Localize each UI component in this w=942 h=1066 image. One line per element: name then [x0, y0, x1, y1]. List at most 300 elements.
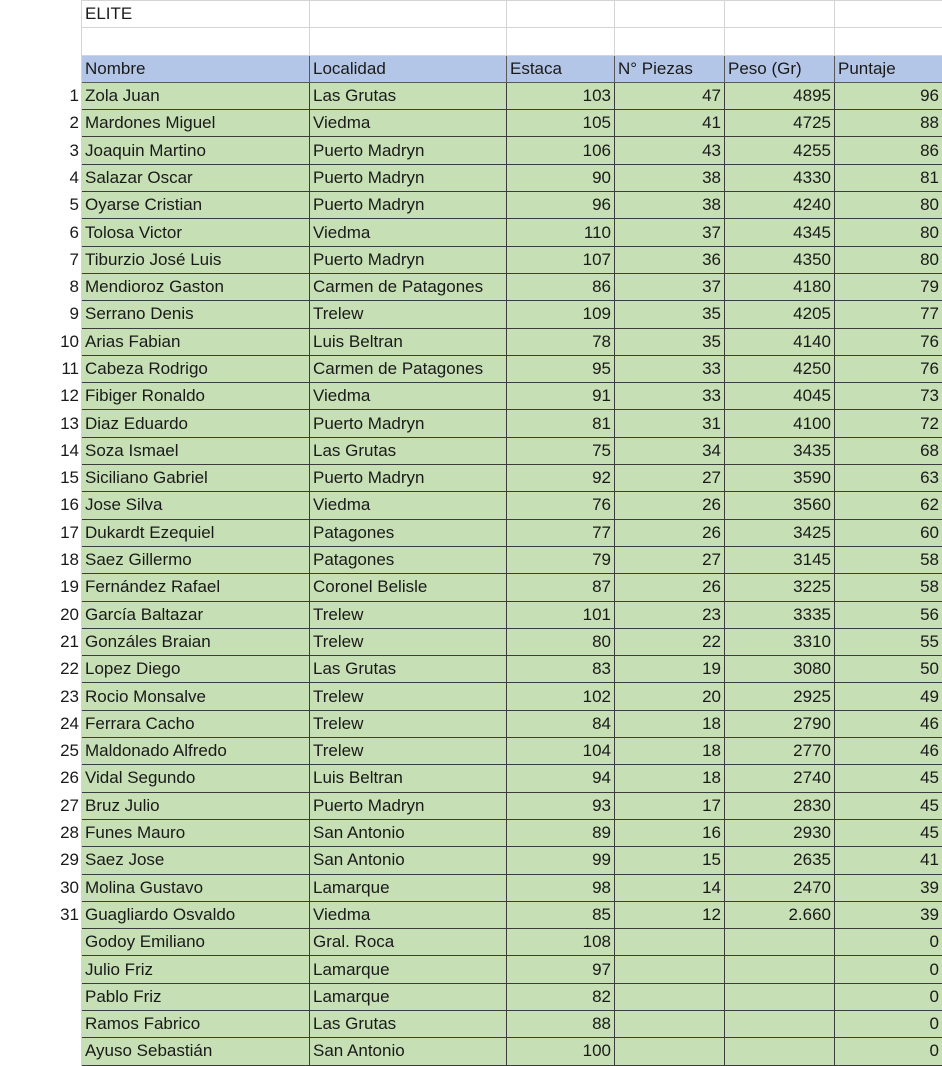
- cell-peso[interactable]: 3590: [725, 465, 835, 492]
- cell-nombre[interactable]: Oyarse Cristian: [82, 192, 310, 219]
- cell-localidad[interactable]: San Antonio: [310, 1038, 507, 1065]
- cell-puntaje[interactable]: 0: [835, 956, 942, 983]
- cell-nombre[interactable]: Saez Jose: [82, 847, 310, 874]
- cell-localidad[interactable]: Puerto Madryn: [310, 410, 507, 437]
- cell-localidad[interactable]: Lamarque: [310, 874, 507, 901]
- cell-piezas[interactable]: [615, 929, 725, 956]
- cell-piezas[interactable]: 18: [615, 765, 725, 792]
- cell-localidad[interactable]: Trelew: [310, 628, 507, 655]
- table-row: [1, 82, 942, 109]
- cell-nombre[interactable]: Ramos Fabrico: [82, 1010, 310, 1037]
- cell-nombre[interactable]: Soza Ismael: [82, 437, 310, 464]
- cell-localidad[interactable]: Las Grutas: [310, 82, 507, 109]
- cell-puntaje[interactable]: 50: [835, 656, 942, 683]
- empty-cell[interactable]: [507, 1, 615, 28]
- cell-nombre[interactable]: Dukardt Ezequiel: [82, 519, 310, 546]
- cell-piezas[interactable]: 26: [615, 492, 725, 519]
- title-row: [1, 1, 942, 28]
- cell-nombre[interactable]: Rocio Monsalve: [82, 683, 310, 710]
- row-number-cell[interactable]: 21: [1, 628, 82, 655]
- cell-puntaje[interactable]: 58: [835, 546, 942, 573]
- cell-puntaje[interactable]: 73: [835, 383, 942, 410]
- row-number-cell[interactable]: 22: [1, 656, 82, 683]
- cell-piezas[interactable]: 15: [615, 847, 725, 874]
- cell-piezas[interactable]: [615, 983, 725, 1010]
- cell-puntaje[interactable]: 41: [835, 847, 942, 874]
- row-number-cell[interactable]: 1: [1, 82, 82, 109]
- cell-piezas[interactable]: 35: [615, 301, 725, 328]
- row-number-cell[interactable]: 11: [1, 355, 82, 382]
- empty-cell[interactable]: [835, 28, 942, 55]
- empty-cell[interactable]: [615, 28, 725, 55]
- cell-nombre[interactable]: Funes Mauro: [82, 819, 310, 846]
- row-number-cell[interactable]: 29: [1, 847, 82, 874]
- cell-piezas[interactable]: 37: [615, 219, 725, 246]
- cell-estaca[interactable]: 87: [507, 574, 615, 601]
- cell-estaca[interactable]: 75: [507, 437, 615, 464]
- cell-estaca[interactable]: 106: [507, 137, 615, 164]
- table-row: [1, 355, 942, 382]
- cell-localidad[interactable]: Puerto Madryn: [310, 192, 507, 219]
- cell-localidad[interactable]: Puerto Madryn: [310, 164, 507, 191]
- cell-estaca[interactable]: 91: [507, 383, 615, 410]
- cell-nombre[interactable]: Tolosa Victor: [82, 219, 310, 246]
- table-row: [1, 137, 942, 164]
- cell-puntaje[interactable]: 96: [835, 82, 942, 109]
- cell-peso[interactable]: 3310: [725, 628, 835, 655]
- cell-nombre[interactable]: Tiburzio José Luis: [82, 246, 310, 273]
- cell-nombre[interactable]: Saez Gillermo: [82, 546, 310, 573]
- cell-puntaje[interactable]: 0: [835, 1010, 942, 1037]
- cell-peso[interactable]: 2770: [725, 738, 835, 765]
- cell-piezas[interactable]: 26: [615, 519, 725, 546]
- cell-piezas[interactable]: 17: [615, 792, 725, 819]
- cell-peso[interactable]: 3425: [725, 519, 835, 546]
- row-number-cell[interactable]: 30: [1, 874, 82, 901]
- cell-localidad[interactable]: Lamarque: [310, 956, 507, 983]
- cell-estaca[interactable]: 83: [507, 656, 615, 683]
- cell-peso[interactable]: 2740: [725, 765, 835, 792]
- table-row: [1, 437, 942, 464]
- cell-puntaje[interactable]: 56: [835, 601, 942, 628]
- cell-nombre[interactable]: Molina Gustavo: [82, 874, 310, 901]
- cell-puntaje[interactable]: 46: [835, 738, 942, 765]
- cell-puntaje[interactable]: 76: [835, 355, 942, 382]
- table-row: [1, 792, 942, 819]
- cell-puntaje[interactable]: 0: [835, 983, 942, 1010]
- cell-nombre[interactable]: Salazar Oscar: [82, 164, 310, 191]
- row-number-cell[interactable]: [1, 956, 82, 983]
- cell-peso[interactable]: [725, 1038, 835, 1065]
- cell-peso[interactable]: [725, 929, 835, 956]
- cell-piezas[interactable]: [615, 956, 725, 983]
- cell-localidad[interactable]: Gral. Roca: [310, 929, 507, 956]
- cell-peso[interactable]: 4140: [725, 328, 835, 355]
- cell-peso[interactable]: 2830: [725, 792, 835, 819]
- cell-nombre[interactable]: Pablo Friz: [82, 983, 310, 1010]
- cell-estaca[interactable]: 99: [507, 847, 615, 874]
- cell-localidad[interactable]: Trelew: [310, 738, 507, 765]
- row-number-cell[interactable]: 26: [1, 765, 82, 792]
- cell-estaca[interactable]: 77: [507, 519, 615, 546]
- row-number-cell[interactable]: 31: [1, 901, 82, 928]
- cell-piezas[interactable]: 33: [615, 383, 725, 410]
- cell-puntaje[interactable]: 77: [835, 301, 942, 328]
- cell-piezas[interactable]: 22: [615, 628, 725, 655]
- row-number-cell[interactable]: 27: [1, 792, 82, 819]
- sheet-title[interactable]: ELITE: [82, 1, 310, 28]
- cell-localidad[interactable]: Coronel Belisle: [310, 574, 507, 601]
- row-number-cell[interactable]: [1, 929, 82, 956]
- table-row: [1, 1010, 942, 1037]
- cell-piezas[interactable]: 27: [615, 546, 725, 573]
- cell-estaca[interactable]: 92: [507, 465, 615, 492]
- cell-estaca[interactable]: 101: [507, 601, 615, 628]
- cell-piezas[interactable]: 37: [615, 273, 725, 300]
- row-number-cell[interactable]: 3: [1, 137, 82, 164]
- cell-puntaje[interactable]: 62: [835, 492, 942, 519]
- row-number-cell[interactable]: 4: [1, 164, 82, 191]
- cell-nombre[interactable]: Arias Fabian: [82, 328, 310, 355]
- cell-peso[interactable]: 3335: [725, 601, 835, 628]
- row-number-cell[interactable]: 25: [1, 738, 82, 765]
- table-row: [1, 410, 942, 437]
- empty-cell[interactable]: [835, 1, 942, 28]
- empty-cell[interactable]: [82, 28, 310, 55]
- row-number-cell[interactable]: [1, 28, 82, 55]
- cell-nombre[interactable]: Mardones Miguel: [82, 110, 310, 137]
- cell-nombre[interactable]: Diaz Eduardo: [82, 410, 310, 437]
- cell-estaca[interactable]: 110: [507, 219, 615, 246]
- cell-peso[interactable]: 3080: [725, 656, 835, 683]
- table-row: [1, 929, 942, 956]
- table-row: [1, 574, 942, 601]
- cell-piezas[interactable]: 26: [615, 574, 725, 601]
- table-row: [1, 192, 942, 219]
- table-row: [1, 683, 942, 710]
- cell-localidad[interactable]: Carmen de Patagones: [310, 273, 507, 300]
- cell-puntaje[interactable]: 60: [835, 519, 942, 546]
- cell-nombre[interactable]: Julio Friz: [82, 956, 310, 983]
- row-number-cell[interactable]: 14: [1, 437, 82, 464]
- cell-puntaje[interactable]: 68: [835, 437, 942, 464]
- cell-puntaje[interactable]: 45: [835, 765, 942, 792]
- empty-cell[interactable]: [310, 1, 507, 28]
- cell-piezas[interactable]: 38: [615, 164, 725, 191]
- empty-cell[interactable]: [725, 1, 835, 28]
- cell-localidad[interactable]: Puerto Madryn: [310, 465, 507, 492]
- cell-nombre[interactable]: Bruz Julio: [82, 792, 310, 819]
- cell-puntaje[interactable]: 45: [835, 819, 942, 846]
- row-number-cell[interactable]: 19: [1, 574, 82, 601]
- cell-estaca[interactable]: 82: [507, 983, 615, 1010]
- cell-piezas[interactable]: 35: [615, 328, 725, 355]
- row-number-cell[interactable]: 16: [1, 492, 82, 519]
- row-number-cell[interactable]: 8: [1, 273, 82, 300]
- table-row: [1, 901, 942, 928]
- cell-piezas[interactable]: [615, 1010, 725, 1037]
- cell-piezas[interactable]: 41: [615, 110, 725, 137]
- cell-piezas[interactable]: 16: [615, 819, 725, 846]
- cell-estaca[interactable]: 90: [507, 164, 615, 191]
- row-number-cell[interactable]: 17: [1, 519, 82, 546]
- cell-nombre[interactable]: Godoy Emiliano: [82, 929, 310, 956]
- cell-nombre[interactable]: Fibiger Ronaldo: [82, 383, 310, 410]
- header-localidad[interactable]: Localidad: [310, 55, 507, 82]
- cell-nombre[interactable]: Jose Silva: [82, 492, 310, 519]
- cell-piezas[interactable]: 12: [615, 901, 725, 928]
- cell-estaca[interactable]: 80: [507, 628, 615, 655]
- cell-peso[interactable]: 2790: [725, 710, 835, 737]
- cell-piezas[interactable]: 18: [615, 710, 725, 737]
- cell-estaca[interactable]: 93: [507, 792, 615, 819]
- cell-piezas[interactable]: 14: [615, 874, 725, 901]
- cell-peso[interactable]: 4255: [725, 137, 835, 164]
- row-number-cell[interactable]: 2: [1, 110, 82, 137]
- empty-cell[interactable]: [310, 28, 507, 55]
- cell-peso[interactable]: 4350: [725, 246, 835, 273]
- cell-piezas[interactable]: 36: [615, 246, 725, 273]
- cell-piezas[interactable]: 19: [615, 656, 725, 683]
- cell-estaca[interactable]: 98: [507, 874, 615, 901]
- cell-peso[interactable]: 4180: [725, 273, 835, 300]
- cell-nombre[interactable]: Serrano Denis: [82, 301, 310, 328]
- table-row: [1, 519, 942, 546]
- cell-localidad[interactable]: Carmen de Patagones: [310, 355, 507, 382]
- cell-estaca[interactable]: 85: [507, 901, 615, 928]
- table-row: [1, 219, 942, 246]
- cell-puntaje[interactable]: 88: [835, 110, 942, 137]
- cell-peso[interactable]: 3225: [725, 574, 835, 601]
- cell-piezas[interactable]: 20: [615, 683, 725, 710]
- cell-puntaje[interactable]: 63: [835, 465, 942, 492]
- cell-localidad[interactable]: Las Grutas: [310, 1010, 507, 1037]
- cell-puntaje[interactable]: 58: [835, 574, 942, 601]
- cell-localidad[interactable]: Patagones: [310, 546, 507, 573]
- row-number-cell[interactable]: [1, 1038, 82, 1065]
- cell-localidad[interactable]: Las Grutas: [310, 656, 507, 683]
- cell-puntaje[interactable]: 0: [835, 929, 942, 956]
- cell-piezas[interactable]: 18: [615, 738, 725, 765]
- cell-estaca[interactable]: 97: [507, 956, 615, 983]
- cell-puntaje[interactable]: 81: [835, 164, 942, 191]
- cell-localidad[interactable]: Viedma: [310, 492, 507, 519]
- cell-nombre[interactable]: Lopez Diego: [82, 656, 310, 683]
- row-number-cell[interactable]: 9: [1, 301, 82, 328]
- cell-estaca[interactable]: 84: [507, 710, 615, 737]
- cell-puntaje[interactable]: 80: [835, 219, 942, 246]
- cell-piezas[interactable]: 38: [615, 192, 725, 219]
- cell-puntaje[interactable]: 45: [835, 792, 942, 819]
- cell-localidad[interactable]: San Antonio: [310, 847, 507, 874]
- cell-puntaje[interactable]: 80: [835, 246, 942, 273]
- cell-nombre[interactable]: Ayuso Sebastián: [82, 1038, 310, 1065]
- cell-piezas[interactable]: 23: [615, 601, 725, 628]
- cell-estaca[interactable]: 108: [507, 929, 615, 956]
- empty-cell[interactable]: [725, 28, 835, 55]
- table-row: [1, 710, 942, 737]
- cell-peso[interactable]: 2930: [725, 819, 835, 846]
- table-row: [1, 383, 942, 410]
- cell-localidad[interactable]: Viedma: [310, 901, 507, 928]
- row-number-cell[interactable]: [1, 1010, 82, 1037]
- row-number-cell[interactable]: 6: [1, 219, 82, 246]
- table-row: [1, 601, 942, 628]
- cell-estaca[interactable]: 107: [507, 246, 615, 273]
- cell-puntaje[interactable]: 46: [835, 710, 942, 737]
- cell-peso[interactable]: 4100: [725, 410, 835, 437]
- header-piezas[interactable]: N° Piezas: [615, 55, 725, 82]
- cell-peso[interactable]: 3435: [725, 437, 835, 464]
- cell-localidad[interactable]: Viedma: [310, 110, 507, 137]
- cell-peso[interactable]: [725, 1010, 835, 1037]
- row-number-cell[interactable]: 24: [1, 710, 82, 737]
- cell-piezas[interactable]: [615, 1038, 725, 1065]
- cell-estaca[interactable]: 103: [507, 82, 615, 109]
- cell-estaca[interactable]: 102: [507, 683, 615, 710]
- table-row: [1, 819, 942, 846]
- row-number-cell[interactable]: 13: [1, 410, 82, 437]
- cell-localidad[interactable]: Viedma: [310, 383, 507, 410]
- cell-estaca[interactable]: 81: [507, 410, 615, 437]
- cell-puntaje[interactable]: 76: [835, 328, 942, 355]
- cell-nombre[interactable]: Fernández Rafael: [82, 574, 310, 601]
- cell-peso[interactable]: 4895: [725, 82, 835, 109]
- cell-peso[interactable]: 3145: [725, 546, 835, 573]
- cell-nombre[interactable]: Cabeza Rodrigo: [82, 355, 310, 382]
- cell-peso[interactable]: 4725: [725, 110, 835, 137]
- cell-puntaje[interactable]: 86: [835, 137, 942, 164]
- header-estaca[interactable]: Estaca: [507, 55, 615, 82]
- header-nombre[interactable]: Nombre: [82, 55, 310, 82]
- cell-estaca[interactable]: 88: [507, 1010, 615, 1037]
- cell-estaca[interactable]: 95: [507, 355, 615, 382]
- cell-puntaje[interactable]: 0: [835, 1038, 942, 1065]
- cell-localidad[interactable]: Patagones: [310, 519, 507, 546]
- cell-peso[interactable]: [725, 956, 835, 983]
- cell-nombre[interactable]: Ferrara Cacho: [82, 710, 310, 737]
- cell-peso[interactable]: 4240: [725, 192, 835, 219]
- table-row: [1, 492, 942, 519]
- table-row: [1, 983, 942, 1010]
- cell-puntaje[interactable]: 80: [835, 192, 942, 219]
- table-row: [1, 738, 942, 765]
- row-number-cell[interactable]: 15: [1, 465, 82, 492]
- cell-nombre[interactable]: Guagliardo Osvaldo: [82, 901, 310, 928]
- cell-puntaje[interactable]: 55: [835, 628, 942, 655]
- row-number-cell[interactable]: [1, 1, 82, 28]
- row-number-cell[interactable]: 28: [1, 819, 82, 846]
- cell-peso[interactable]: 2635: [725, 847, 835, 874]
- cell-nombre[interactable]: Joaquin Martino: [82, 137, 310, 164]
- cell-peso[interactable]: [725, 983, 835, 1010]
- header-peso[interactable]: Peso (Gr): [725, 55, 835, 82]
- cell-nombre[interactable]: Maldonado Alfredo: [82, 738, 310, 765]
- row-number-cell[interactable]: 10: [1, 328, 82, 355]
- cell-puntaje[interactable]: 49: [835, 683, 942, 710]
- cell-piezas[interactable]: 31: [615, 410, 725, 437]
- cell-localidad[interactable]: Luis Beltran: [310, 765, 507, 792]
- cell-localidad[interactable]: Trelew: [310, 683, 507, 710]
- row-number-cell[interactable]: [1, 55, 82, 82]
- header-row: [1, 55, 942, 82]
- row-number-cell[interactable]: 23: [1, 683, 82, 710]
- cell-nombre[interactable]: Vidal Segundo: [82, 765, 310, 792]
- cell-puntaje[interactable]: 39: [835, 874, 942, 901]
- cell-puntaje[interactable]: 72: [835, 410, 942, 437]
- cell-localidad[interactable]: Luis Beltran: [310, 328, 507, 355]
- cell-peso[interactable]: 4345: [725, 219, 835, 246]
- cell-peso[interactable]: 3560: [725, 492, 835, 519]
- row-number-cell[interactable]: 18: [1, 546, 82, 573]
- row-number-cell[interactable]: 20: [1, 601, 82, 628]
- cell-localidad[interactable]: San Antonio: [310, 819, 507, 846]
- cell-piezas[interactable]: 43: [615, 137, 725, 164]
- empty-cell[interactable]: [507, 28, 615, 55]
- cell-estaca[interactable]: 94: [507, 765, 615, 792]
- row-number-cell[interactable]: 12: [1, 383, 82, 410]
- cell-piezas[interactable]: 34: [615, 437, 725, 464]
- cell-peso[interactable]: 4330: [725, 164, 835, 191]
- cell-piezas[interactable]: 47: [615, 82, 725, 109]
- cell-localidad[interactable]: Trelew: [310, 301, 507, 328]
- cell-localidad[interactable]: Trelew: [310, 710, 507, 737]
- cell-estaca[interactable]: 86: [507, 273, 615, 300]
- cell-puntaje[interactable]: 39: [835, 901, 942, 928]
- cell-estaca[interactable]: 104: [507, 738, 615, 765]
- cell-nombre[interactable]: Gonzáles Braian: [82, 628, 310, 655]
- cell-localidad[interactable]: Las Grutas: [310, 437, 507, 464]
- cell-nombre[interactable]: Zola Juan: [82, 82, 310, 109]
- cell-localidad[interactable]: Puerto Madryn: [310, 137, 507, 164]
- cell-estaca[interactable]: 105: [507, 110, 615, 137]
- header-puntaje[interactable]: Puntaje: [835, 55, 942, 82]
- table-row: [1, 847, 942, 874]
- cell-peso[interactable]: 2470: [725, 874, 835, 901]
- table-row: [1, 765, 942, 792]
- cell-localidad[interactable]: Viedma: [310, 219, 507, 246]
- cell-estaca[interactable]: 78: [507, 328, 615, 355]
- table-row: [1, 328, 942, 355]
- cell-nombre[interactable]: García Baltazar: [82, 601, 310, 628]
- cell-nombre[interactable]: Siciliano Gabriel: [82, 465, 310, 492]
- cell-estaca[interactable]: 76: [507, 492, 615, 519]
- cell-localidad[interactable]: Puerto Madryn: [310, 246, 507, 273]
- cell-nombre[interactable]: Mendioroz Gaston: [82, 273, 310, 300]
- cell-estaca[interactable]: 96: [507, 192, 615, 219]
- empty-cell[interactable]: [615, 1, 725, 28]
- cell-estaca[interactable]: 109: [507, 301, 615, 328]
- cell-localidad[interactable]: Trelew: [310, 601, 507, 628]
- table-row: [1, 956, 942, 983]
- cell-piezas[interactable]: 33: [615, 355, 725, 382]
- cell-estaca[interactable]: 100: [507, 1038, 615, 1065]
- cell-peso[interactable]: 2.660: [725, 901, 835, 928]
- cell-localidad[interactable]: Puerto Madryn: [310, 792, 507, 819]
- row-number-cell[interactable]: 5: [1, 192, 82, 219]
- cell-localidad[interactable]: Lamarque: [310, 983, 507, 1010]
- cell-puntaje[interactable]: 79: [835, 273, 942, 300]
- cell-peso[interactable]: 4250: [725, 355, 835, 382]
- cell-peso[interactable]: 2925: [725, 683, 835, 710]
- row-number-cell[interactable]: [1, 983, 82, 1010]
- cell-piezas[interactable]: 27: [615, 465, 725, 492]
- cell-estaca[interactable]: 89: [507, 819, 615, 846]
- cell-peso[interactable]: 4045: [725, 383, 835, 410]
- cell-peso[interactable]: 4205: [725, 301, 835, 328]
- row-number-cell[interactable]: 7: [1, 246, 82, 273]
- cell-estaca[interactable]: 79: [507, 546, 615, 573]
